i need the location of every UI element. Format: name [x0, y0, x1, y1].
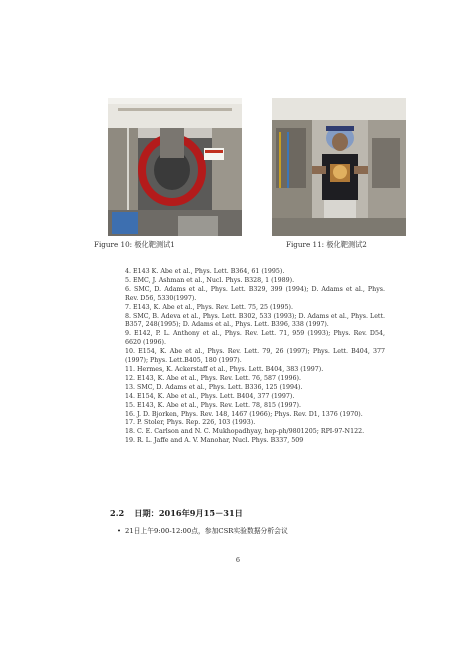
reference-item: 18. C. E. Carlson and N. C. Mukhopadhyay, hep-ph/9801205; RPI-97-N122. [125, 428, 365, 436]
figure-11-caption: Figure 11: 极化靶测试2 [286, 240, 367, 249]
reference-list [125, 268, 385, 446]
figure-10-photo [108, 98, 242, 236]
reference-item: 19. R. L. Jaffe and A. V. Manohar, Nucl. Phys. B337, 509 [125, 437, 304, 445]
reference-item: 16. J. D. Bjorken, Phys. Rev. 148, 1467 (1966); Phys. Rev. D1, 1376 (1970). [125, 410, 363, 418]
reference-item: 7. E143, K. Abe et al., Phys. Rev. Lett. 75, 25 (1995). [125, 303, 293, 311]
figure-11-photo [272, 98, 406, 236]
section-title: 日期：2016年9月15－31日 [134, 508, 243, 518]
figure-11 [272, 98, 406, 249]
reference-item: 14. E154, K. Abe et al., Phys. Lett. B404, 377 (1997). [125, 392, 295, 400]
reference-item: 12. E143, K. Abe et al., Phys. Rev. Lett. 76, 587 (1996). [125, 374, 301, 382]
reference-item: 17. P. Stoler, Phys. Rep. 226, 103 (1993). [125, 419, 256, 427]
reference-item: 5. EMC, J. Ashman et al., Nucl. Phys. B328, 1 (1989). [125, 276, 295, 284]
reference-item: 10. E154, K. Abe et al., Phys. Rev. Lett. 79, 26 (1997); Phys. Lett. B404, 377 (1997); Phys. Lett.B405, 180 (1997). [125, 348, 385, 365]
page-number: 6 [235, 556, 241, 564]
section-number: 2.2 [110, 508, 125, 518]
reference-item: 11. Hermes, K. Ackerstaff et al., Phys. Lett. B404, 383 (1997). [125, 365, 324, 373]
reference-item: 8. SMC, B. Adeva et al., Phys. Lett. B302, 533 (1993); D. Adams et al., Phys. Lett. B357, 248(1995); D. Adams et al., Phys. Lett. B396, 338 (1997). [125, 312, 385, 329]
reference-item: 13. SMC, D. Adams et al., Phys. Lett. B336, 125 (1994). [125, 383, 303, 391]
reference-item: 9. E142, P. L. Anthony et al., Phys. Rev. Lett. 71, 959 (1993); Phys. Rev. D54, 6620 (1996). [125, 330, 385, 347]
figure-10-caption: Figure 10: 极化靶测试1 [94, 240, 175, 249]
reference-item: 15. E143, K. Abe et al., Phys. Rev. Lett. 78, 815 (1997). [125, 401, 301, 409]
bullet-marker: • [117, 527, 122, 535]
reference-item: 6. SMC, D. Adams et al., Phys. Lett. B329, 399 (1994); D. Adams et al., Phys. Rev. D56, 5330(1997). [125, 285, 385, 302]
bullet-text: 21日上午9:00-12:00点，参加CSR实验数据分析会议 [125, 527, 288, 535]
section-heading [110, 508, 243, 519]
reference-item: 4. E143 K. Abe et al., Phys. Lett. B364, 61 (1995). [125, 268, 285, 275]
figure-10 [94, 98, 242, 249]
list-item [117, 525, 288, 535]
